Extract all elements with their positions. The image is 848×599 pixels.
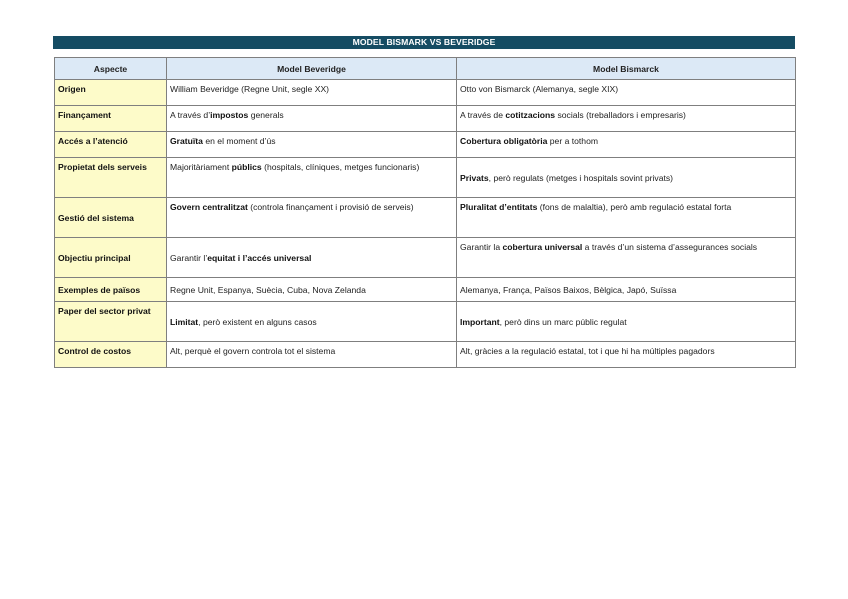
bismarck-cell: Important, però dins un marc públic regulat	[457, 302, 796, 342]
aspect-cell: Gestió del sistema	[55, 198, 167, 238]
aspect-cell: Control de costos	[55, 342, 167, 368]
aspect-cell: Accés a l’atenció	[55, 132, 167, 158]
aspect-cell: Paper del sector privat	[55, 302, 167, 342]
table-row	[55, 198, 796, 238]
bismarck-cell: Otto von Bismarck (Alemanya, segle XIX)	[457, 80, 796, 106]
beveridge-cell: A través d’impostos generals	[167, 106, 457, 132]
table-header-row	[55, 58, 796, 80]
bismarck-cell: Alemanya, França, Països Baixos, Bèlgica, Japó, Suïssa	[457, 278, 796, 302]
comparison-table	[54, 57, 796, 368]
document-title: MODEL BISMARK VS BEVERIDGE	[53, 36, 795, 49]
bismarck-cell: Garantir la cobertura universal a través d’un sistema d’assegurances socials	[457, 238, 796, 278]
beveridge-cell: William Beveridge (Regne Unit, segle XX)	[167, 80, 457, 106]
beveridge-cell: Limitat, però existent en alguns casos	[167, 302, 457, 342]
bismarck-cell: Cobertura obligatòria per a tothom	[457, 132, 796, 158]
beveridge-cell: Majoritàriament públics (hospitals, clíniques, metges funcionaris)	[167, 158, 457, 198]
table-row	[55, 106, 796, 132]
table-row	[55, 302, 796, 342]
aspect-cell: Propietat dels serveis	[55, 158, 167, 198]
bismarck-cell: A través de cotitzacions socials (treballadors i empresaris)	[457, 106, 796, 132]
bismarck-cell: Privats, però regulats (metges i hospitals sovint privats)	[457, 158, 796, 198]
table-row	[55, 342, 796, 368]
header-beveridge: Model Beveridge	[167, 58, 457, 80]
aspect-cell: Origen	[55, 80, 167, 106]
table-row	[55, 132, 796, 158]
beveridge-cell: Govern centralitzat (controla finançament i provisió de serveis)	[167, 198, 457, 238]
bismarck-cell: Alt, gràcies a la regulació estatal, tot i que hi ha múltiples pagadors	[457, 342, 796, 368]
beveridge-cell: Garantir l’equitat i l’accés universal	[167, 238, 457, 278]
aspect-cell: Finançament	[55, 106, 167, 132]
beveridge-cell: Regne Unit, Espanya, Suècia, Cuba, Nova Zelanda	[167, 278, 457, 302]
aspect-cell: Objectiu principal	[55, 238, 167, 278]
table-row	[55, 238, 796, 278]
table-row	[55, 158, 796, 198]
table-row	[55, 278, 796, 302]
header-aspect: Aspecte	[55, 58, 167, 80]
table-row	[55, 80, 796, 106]
aspect-cell: Exemples de països	[55, 278, 167, 302]
beveridge-cell: Gratuïta en el moment d’ús	[167, 132, 457, 158]
beveridge-cell: Alt, perquè el govern controla tot el sistema	[167, 342, 457, 368]
bismarck-cell: Pluralitat d’entitats (fons de malaltia), però amb regulació estatal forta	[457, 198, 796, 238]
header-bismarck: Model Bismarck	[457, 58, 796, 80]
